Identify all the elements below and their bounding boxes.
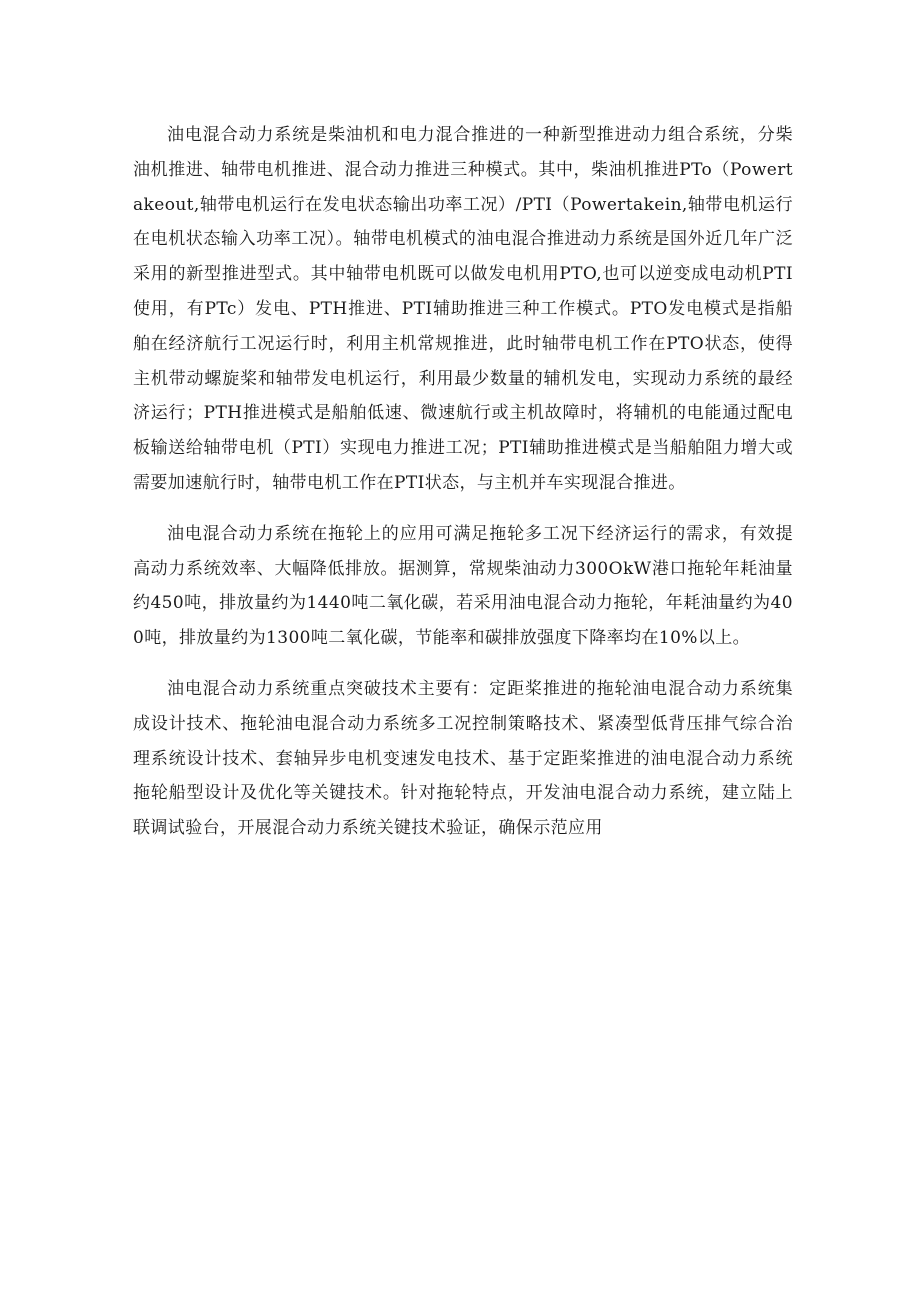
paragraph-key-technologies: 油电混合动力系统重点突破技术主要有：定距桨推进的拖轮油电混合动力系统集成设计技术、拖轮油电混合动力系统多工况控制策略技术、紧凑型低背压排气综合治理系统设计技术、套轴异步电机变速发电技术、基于定距桨推进的油电混合动力系统拖轮船型设计及优化等关键技术。针对拖轮特点，开发油电混合动力系统，建立陆上联调试验台，开展混合动力系统关键技术验证，确保示范应用 [133,678,793,839]
document-body [133,118,793,862]
paragraph-hybrid-propulsion-modes: 油电混合动力系统是柴油机和电力混合推进的一种新型推进动力组合系统，分柴油机推进、轴带电机推进、混合动力推进三种模式。其中，柴油机推进PTo（Powertakeout,轴带电机运行在发电状态输出功率工况）/PTI（Powertakein,轴带电机运行在电机状态输入功率工况）。轴带电机模式的油电混合推进动力系统是国外近几年广泛采用的新型推进型式。其中轴带电机既可以做发电机用PTO,也可以逆变成电动机PTI使用，有PTc）发电、PTH推进、PTI辅助推进三种工作模式。PTO发电模式是指船舶在经济航行工况运行时，利用主机常规推进，此时轴带电机工作在PTO状态，使得主机带动螺旋桨和轴带发电机运行，利用最少数量的辅机发电，实现动力系统的最经济运行；PTH推进模式是船舶低速、微速航行或主机故障时，将辅机的电能通过配电板输送给轴带电机（PTI）实现电力推进工况；PTI辅助推进模式是当船舶阻力增大或需要加速航行时，轴带电机工作在PTI状态，与主机并车实现混合推进。 [133,125,793,493]
paragraph-tugboat-application: 油电混合动力系统在拖轮上的应用可满足拖轮多工况下经济运行的需求，有效提高动力系统效率、大幅降低排放。据测算，常规柴油动力300OkW港口拖轮年耗油量约450吨，排放量约为1440吨二氧化碳，若采用油电混合动力拖轮，年耗油量约为400吨，排放量约为1300吨二氧化碳，节能率和碳排放强度下降率均在10%以上。 [133,523,793,649]
